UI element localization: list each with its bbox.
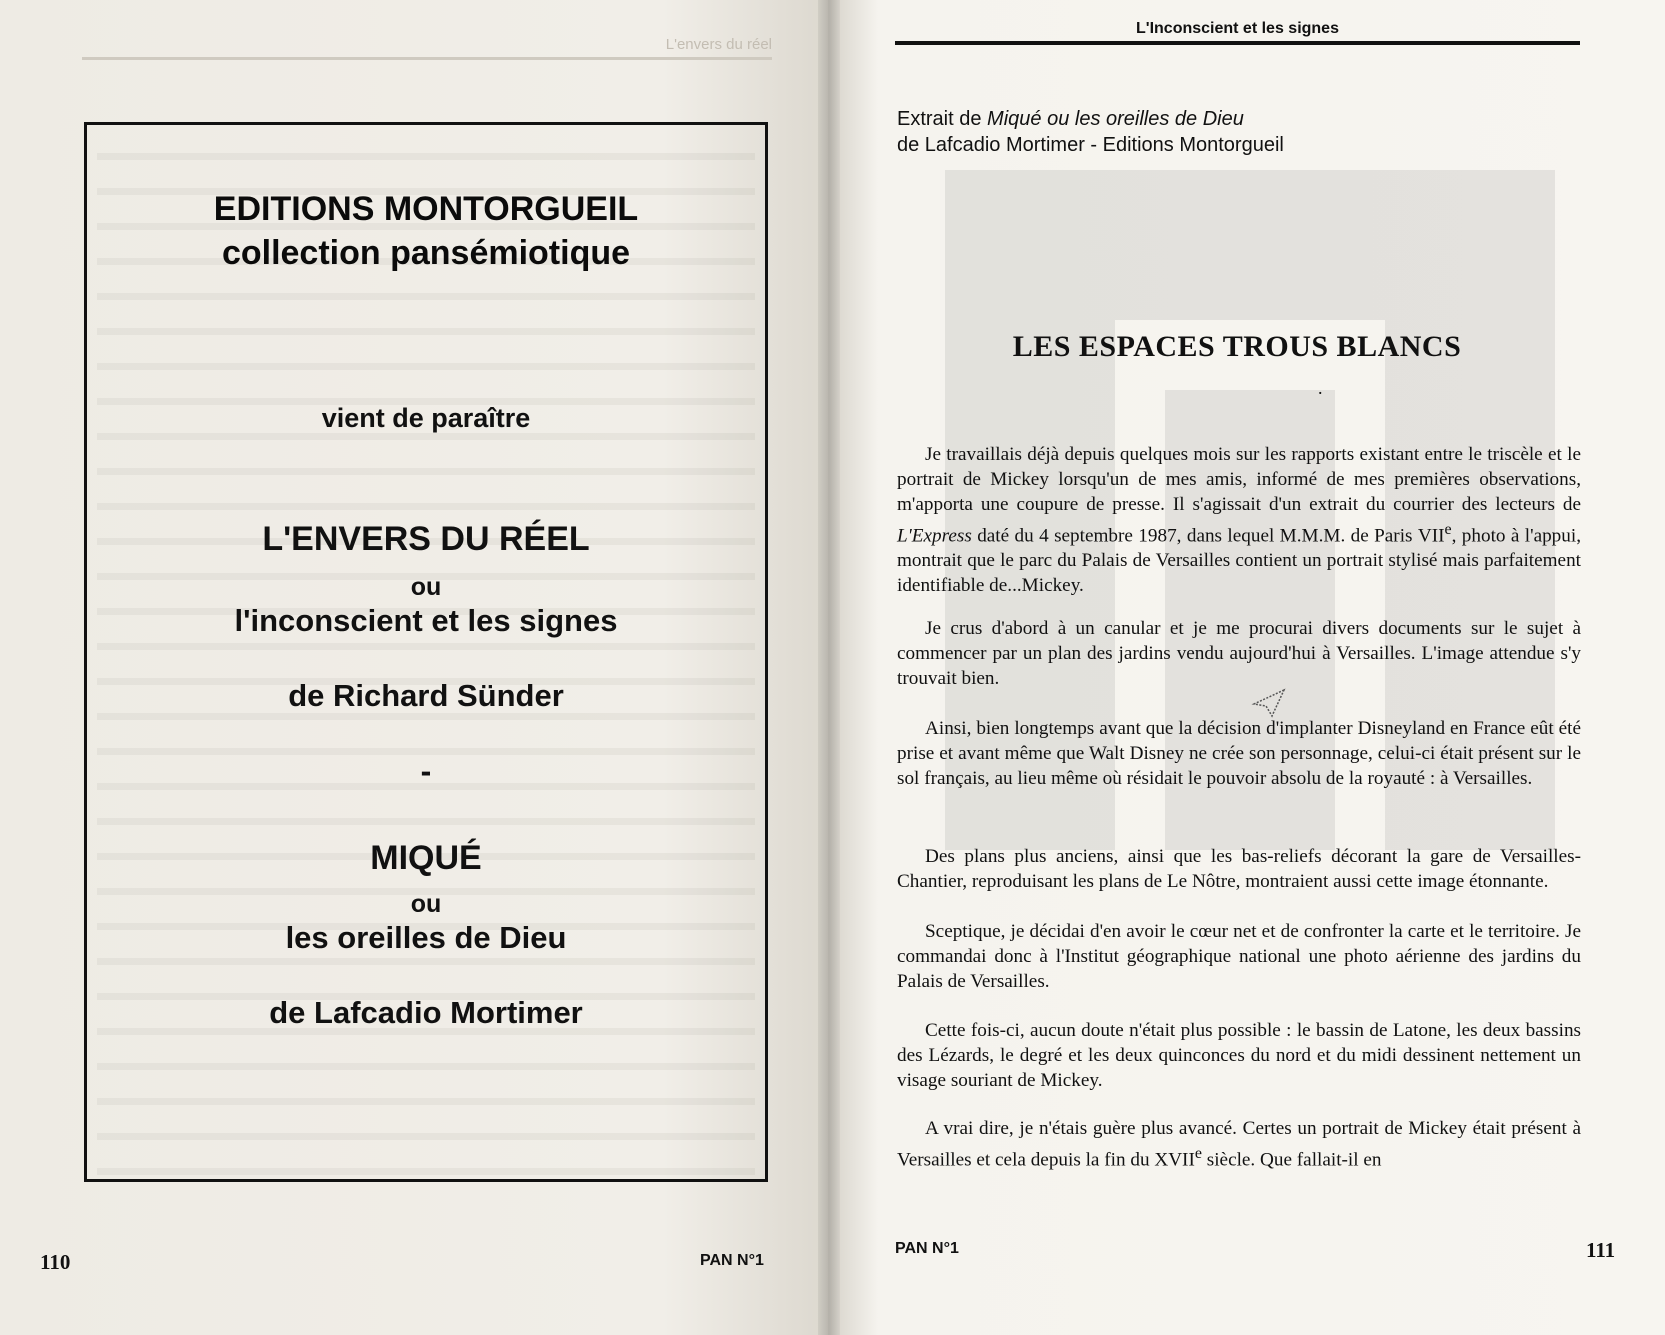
journal-name-right: PAN N°1 [895,1240,959,1257]
p1-text-a: Je travaillais déjà depuis quelques mois sur les rapports existant entre le triscèle et le portrait de Mickey lorsqu'un de mes amis, informé de mes premières observations, m'apporta une coupure de presse. Il s'agissait d'un extrait du courrier des lecteurs de [897,444,1581,515]
book2-or: ou [410,890,442,918]
publisher-line-1: EDITIONS MONTORGUEIL [213,190,639,228]
book-gutter [818,0,840,1335]
section-title: LES ESPACES TROUS BLANCS [1012,330,1462,363]
p7-century: XVII [1154,1149,1195,1171]
page-number-right: 111 [1586,1238,1616,1262]
separator: - [420,753,432,789]
left-ghost-header: L'envers du réel [82,36,772,60]
p7-text-a: A vrai dire, je n'étais guère plus avancé. Certes un portrait de Mickey était présent à Versailles et cela depuis la fin du [897,1118,1581,1171]
running-head-rule [895,41,1580,45]
journal-name-left: PAN N°1 [700,1252,764,1269]
announcement: vient de paraître [321,403,531,433]
publisher-line-2: collection pansémiotique [221,234,631,272]
paragraph-3 [897,716,1581,791]
book2-author: de Lafcadio Mortimer [269,995,583,1030]
p1-text-f: , photo à l'appui, montrait que le parc du Palais de Versailles contient un portrait stylisé mais parfaitement identifiable de...Mickey. [897,525,1581,597]
p1-superscript: e [1444,521,1452,538]
p1-text-c: daté du 4 septembre 1987, dans lequel M.M.M. de Paris [971,525,1418,547]
extract-prefix: Extrait de [897,108,988,130]
p2-text: Je crus d'abord à un canular et je me procurai divers documents sur le sujet à commencer par un plan des jardins vendu aujourd'hui à Versailles. L'image attendue s'y trouvait bien. [897,618,1581,689]
p7-superscript: e [1194,1145,1202,1162]
book2-subtitle: les oreilles de Dieu [285,920,567,955]
extract-line-1 [897,106,1577,132]
book1-author: de Richard Sünder [288,678,564,713]
publisher-name [87,187,765,275]
book2-title: MIQUÉ [370,839,482,877]
p6-text: Cette fois-ci, aucun doute n'était plus possible : le bassin de Latone, les deux bassins des Lézards, le degré et les deux quinconces du nord et du midi dessinent nettement un visage souriant de Mickey. [897,1020,1581,1091]
paragraph-5 [897,919,1581,994]
advertisement-box [84,122,768,1182]
p7-text-d: siècle. Que fallait-il en [1201,1149,1382,1171]
dot-mark: . [1318,378,1323,398]
extract-book-title: Miqué ou les oreilles de Dieu [987,108,1244,130]
paragraph-7 [897,1116,1581,1172]
book1-title: L'ENVERS DU RÉEL [262,520,590,558]
paragraph-6 [897,1018,1581,1093]
book1-or: ou [410,573,442,601]
extract-credit [897,106,1577,158]
cursor-arrow-icon [1250,688,1286,718]
extract-line-2: de Lafcadio Mortimer - Editions Montorgueil [897,134,1284,156]
p5-text: Sceptique, je décidai d'en avoir le cœur net et de confronter la carte et le territoire. Je commandai donc à l'Institut géographique national une photo aérienne des jardins du Palais de Versailles. [897,921,1581,992]
page-number-left: 110 [40,1250,71,1274]
paragraph-1 [897,442,1581,598]
p3-text: Ainsi, bien longtemps avant que la décision d'implanter Disneyland en France eût été prise et avant même que Walt Disney ne crée son personnage, celui-ci était présent sur le sol français, au lieu même où résidait le pouvoir absolu de la royauté : à Versailles. [897,718,1581,789]
p1-arrondissement: VII [1417,525,1445,547]
paragraph-2 [897,616,1581,691]
running-head: L'Inconscient et les signes [1136,20,1339,37]
book1-subtitle: l'inconscient et les signes [234,603,618,638]
paragraph-4 [897,844,1581,894]
p4-text: Des plans plus anciens, ainsi que les bas-reliefs décorant la gare de Versailles-Chantier, reproduisant les plans de Le Nôtre, montraient aussi cette image étonnante. [897,846,1581,892]
p1-magazine-title: L'Express [897,525,972,547]
